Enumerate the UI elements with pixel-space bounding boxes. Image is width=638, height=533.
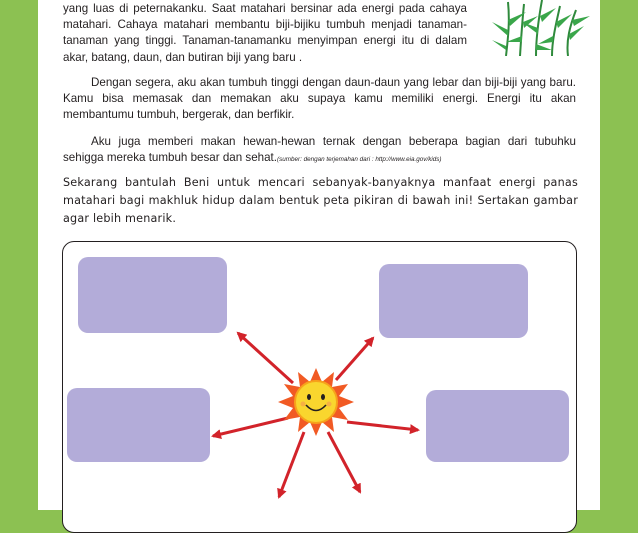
arrow-to-bottom-right [328, 432, 360, 492]
source-citation: (sumber: dengan terjemahan dari : http://www.eia.gov/kids) [276, 156, 442, 164]
reading-paragraph-2: Dengan segera, aku akan tumbuh tinggi dengan daun-daun yang lebar dan biji-biji yang baru. Kamu bisa memasak dan memakan aku supaya kamu memiliki energi. Energi itu akan membantumu tumbuh, bergerak, dan berfikir. [63, 76, 576, 122]
arrow-to-middle-right [347, 422, 418, 430]
arrow-to-top-left [238, 333, 293, 383]
mind-map-diagram [38, 0, 600, 510]
arrow-to-top-right [336, 338, 373, 380]
worksheet-page [38, 0, 600, 510]
arrow-to-middle-left [213, 418, 288, 436]
reading-paragraph-3-text: Aku juga memberi makan hewan-hewan ternak dengan beberapa bagian dari tubuhku sehigga mereka tumbuh besar dan sehat. [63, 135, 576, 165]
reading-paragraph-1: yang luas di peternakanku. Saat matahari bersinar ada energi pada cahaya matahari. Cahaya matahari membantu biji-bijiku tumbuh menjadi tanaman-tanaman yang tinggi. Tanaman-tanamanku menyimpan energi itu di dalam akar, batang, daun, dan butiran biji yang baru . [63, 2, 467, 64]
task-instruction: Sekarang bantulah Beni untuk mencari sebanyak-banyaknya manfaat energi panas matahari bagi makhluk hidup dalam bentuk peta pikiran di bawah ini! Sertakan gambar agar lebih menarik. [63, 176, 578, 225]
arrow-to-bottom-left [279, 432, 304, 497]
